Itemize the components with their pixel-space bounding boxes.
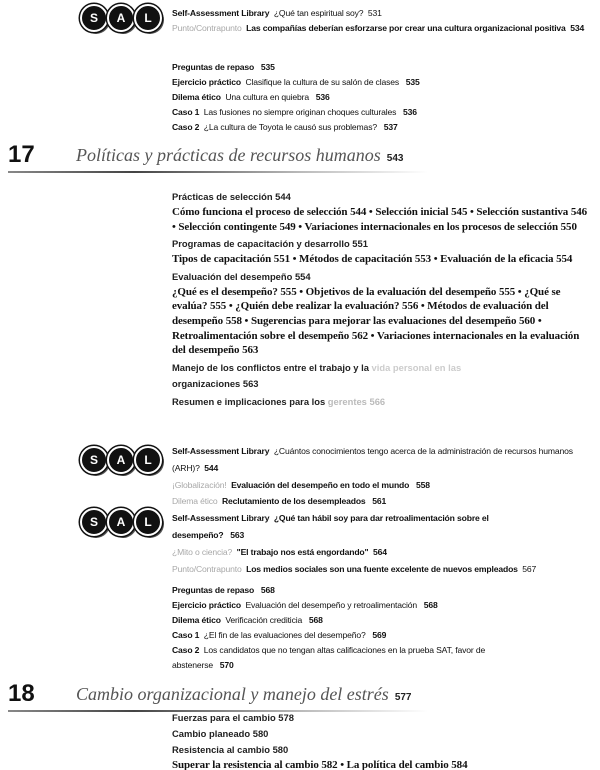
sal-entry — [172, 443, 592, 477]
review-item[interactable] — [172, 120, 592, 135]
entry-page: 536 — [315, 92, 330, 102]
sal-logo — [80, 508, 161, 536]
entry-label: ¿Mito o ciencia? — [172, 546, 233, 557]
entry-text: Los candidatos que no tengan altas calificaciones en la prueba SAT, favor de abstenerse — [172, 645, 486, 670]
section-body: Tipos de capacitación 551 • Métodos de capacitación 553 • Evaluación de la eficacia 554 — [172, 253, 573, 266]
sal-logo-l: L — [134, 4, 162, 32]
ch17-review — [172, 583, 592, 673]
sal-logo-l: L — [134, 508, 162, 536]
entry-page: 536 — [403, 107, 417, 117]
chapter-page: 543 — [386, 153, 404, 164]
entry-label: Punto/Contrapunto — [172, 23, 242, 33]
ch16-review — [172, 60, 592, 135]
entry-text: Evaluación del desempeño y retroalimentación — [245, 600, 418, 610]
chapter-title-text: Cambio organizacional y manejo del estrés — [76, 684, 389, 704]
entry-label: Preguntas de repaso — [172, 62, 255, 72]
ch16-features — [172, 6, 592, 36]
section-heading[interactable]: Prácticas de selección 544 — [172, 191, 291, 202]
section-heading-resumen[interactable] — [172, 394, 592, 410]
entry-page: 544 — [204, 462, 219, 473]
entry-label: Caso 1 — [172, 107, 200, 117]
chapter-title — [76, 684, 412, 705]
chapter-title — [76, 145, 403, 166]
chapter-page: 577 — [394, 692, 412, 703]
entry-label: ¡Globalización! — [172, 479, 227, 490]
ch17-features — [172, 443, 592, 577]
entry-label: Caso 2 — [172, 645, 200, 655]
entry-page: 561 — [372, 496, 387, 507]
chapter-number: 17 — [8, 141, 35, 168]
entry-page: 558 — [415, 479, 430, 490]
entry-text: Evaluación del desempeño en todo el mundo — [231, 479, 410, 490]
entry-page: 563 — [230, 529, 245, 540]
section-heading[interactable]: Resistencia al cambio 580 — [172, 744, 289, 755]
entry-text: Los medios sociales son una fuente excelente de nuevos empleados — [246, 563, 518, 574]
entry-label: Caso 2 — [172, 122, 200, 132]
entry-text: Verificación crediticia — [225, 615, 303, 625]
section-heading[interactable]: Fuerzas para el cambio 578 — [172, 712, 294, 723]
entry-label: Ejercicio práctico — [172, 600, 241, 610]
sal-logo-s: S — [80, 4, 108, 32]
entry-text: "El trabajo nos está engordando" — [236, 546, 369, 557]
sal-logo-a: A — [107, 4, 135, 32]
section-body: ¿Qué es el desempeño? 555 • Objetivos de la evaluación del desempeño 555 • ¿Qué se evalúa? 555 • ¿Quién debe realizar la evaluación? 556 • Métodos de evaluación del desempeño 558 • Sugerencias para mejorar las evaluaciones del desempeño 560 • Retroalimentación sobre el desempeño 562 • Variaciones internacionales en la evaluación del desempeño 563 — [172, 285, 580, 357]
entry-page: 569 — [372, 630, 387, 640]
heading-part: Manejo de los conflictos entre el trabajo y la — [172, 361, 369, 373]
entry-label: Ejercicio práctico — [172, 77, 241, 87]
mito-entry — [172, 544, 592, 561]
heading-part: Resumen e implicaciones para los — [172, 395, 326, 407]
review-item[interactable] — [172, 628, 592, 643]
heading-part: organizaciones 563 — [172, 377, 259, 389]
punto-entry — [172, 561, 592, 578]
section-body: Superar la resistencia al cambio 582 • La política del cambio 584 — [172, 759, 468, 770]
entry-page: 535 — [405, 77, 420, 87]
entry-page: 534 — [570, 23, 585, 33]
section-heading[interactable]: Programas de capacitación y desarrollo 551 — [172, 238, 368, 250]
review-item[interactable] — [172, 75, 592, 90]
entry-page: 564 — [372, 546, 387, 557]
entry-page: 567 — [522, 563, 537, 574]
entry-text: Una cultura en quiebra — [225, 92, 309, 102]
entry-page: 568 — [423, 600, 438, 610]
section-body: Cómo funciona el proceso de selección 544 • Selección inicial 545 • Selección sustantiva 546 • Selección contingente 549 • Variaciones internacionales en los procesos de selección 550 — [172, 206, 588, 233]
review-item[interactable] — [172, 613, 592, 628]
sal-logo-a: A — [107, 508, 135, 536]
entry-text: ¿El fin de las evaluaciones del desempeño? — [203, 630, 366, 640]
section-heading[interactable]: Evaluación del desempeño 554 — [172, 270, 311, 282]
entry-page: 568 — [308, 615, 323, 625]
entry-label: Self-Assessment Library — [172, 446, 270, 456]
entry-label: Self-Assessment Library — [172, 8, 270, 18]
review-item[interactable] — [172, 643, 517, 673]
review-item[interactable] — [172, 583, 592, 598]
entry-text: ¿Qué tan hábil soy para dar retroalimentación sobre el desempeño? — [172, 513, 489, 540]
chapter-rule — [8, 171, 428, 173]
dilema-entry — [172, 493, 592, 510]
ch17-sections — [172, 189, 592, 410]
entry-text: Las compañías deberían esforzarse por crear una cultura organizacional positiva — [246, 23, 566, 33]
entry-text: ¿Qué tan espiritual soy? — [273, 8, 364, 18]
entry-label: Dilema ético — [172, 92, 221, 102]
entry-page: 537 — [383, 122, 398, 132]
section-heading-manejo[interactable] — [172, 360, 592, 392]
sal-logo — [80, 4, 161, 32]
entry-label: Preguntas de repaso — [172, 585, 255, 595]
review-item[interactable] — [172, 105, 592, 120]
entry-page: 531 — [367, 8, 382, 18]
section-heading[interactable]: Cambio planeado 580 — [172, 728, 269, 739]
sal-logo — [80, 446, 161, 474]
entry-label: Self-Assessment Library — [172, 513, 270, 524]
entry-text: Reclutamiento de los desempleados — [221, 496, 366, 507]
sal-logo-a: A — [107, 446, 135, 474]
sal-entry — [172, 6, 592, 21]
review-item[interactable] — [172, 90, 592, 105]
chapter-title-text: Políticas y prácticas de recursos humanos — [76, 145, 381, 165]
entry-label: Punto/Contrapunto — [172, 563, 242, 574]
punto-entry — [172, 21, 592, 36]
entry-page: 568 — [260, 585, 275, 595]
sal-entry — [172, 510, 502, 544]
heading-part-faded: gerentes 566 — [327, 395, 386, 407]
entry-label: Dilema ético — [172, 496, 218, 507]
heading-part-faded: vida personal en las — [371, 361, 462, 373]
globalizacion-entry — [172, 477, 592, 494]
entry-page: 570 — [219, 660, 234, 670]
review-item[interactable] — [172, 60, 592, 75]
sal-logo-l: L — [134, 446, 162, 474]
sal-logo-s: S — [80, 446, 108, 474]
entry-text: ¿La cultura de Toyota le causó sus problemas? — [203, 122, 377, 132]
ch18-sections — [172, 710, 592, 770]
entry-label: Dilema ético — [172, 615, 221, 625]
sal-logo-s: S — [80, 508, 108, 536]
entry-text: ¿Cuántos conocimientos tengo acerca de la administración de recursos humanos (ARH)? — [172, 446, 573, 473]
review-item[interactable] — [172, 598, 592, 613]
entry-label: Caso 1 — [172, 630, 200, 640]
entry-text: Clasifique la cultura de su salón de clases — [245, 77, 400, 87]
chapter-number: 18 — [8, 680, 35, 707]
entry-text: Las fusiones no siempre originan choques culturales — [203, 107, 397, 117]
entry-page: 535 — [260, 62, 275, 72]
